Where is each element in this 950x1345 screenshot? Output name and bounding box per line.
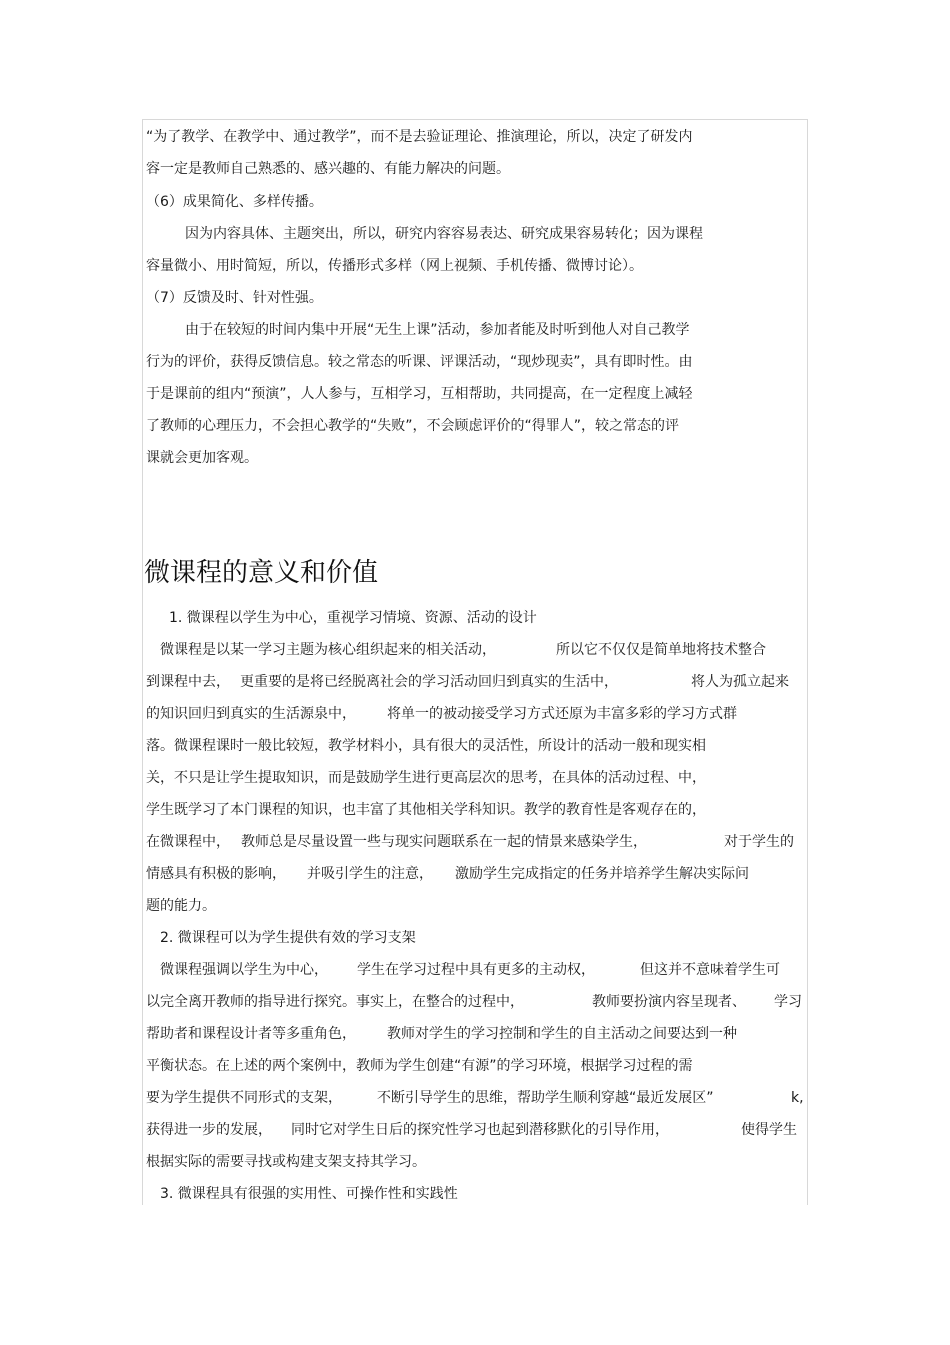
paragraph-line: 微课程强调以学生为中心，	[160, 962, 328, 978]
paragraph-line: 行为的评价，获得反馈信息。较之常态的听课、评课活动，“现炒现卖”，具有即时性。由	[146, 354, 693, 370]
paragraph-line: 因为内容具体、主题突出，所以，研究内容容易表达、研究成果容易转化；因为课程	[185, 226, 703, 242]
paragraph-line: 到课程中去，	[146, 674, 230, 690]
paragraph-line: 使得学生	[741, 1122, 797, 1138]
section-title: 微课程的意义和价值	[144, 558, 379, 588]
paragraph-line: 关，不只是让学生提取知识，而是鼓励学生进行更高层次的思考，在具体的活动过程、中，	[146, 770, 706, 786]
paragraph-line: 激励学生完成指定的任务并培养学生解决实际问	[455, 866, 749, 882]
paragraph-line: 题的能力。	[146, 898, 216, 914]
paragraph-line: 将人为孤立起来	[691, 674, 789, 690]
list-heading-7: （7）反馈及时、针对性强。	[146, 290, 323, 306]
paragraph-line: 容量微小、用时简短，所以，传播形式多样（网上视频、手机传播、微博讨论）。	[146, 258, 643, 274]
paragraph-line: 以完全离开教师的指导进行探究。事实上，在整合的过程中，	[146, 994, 524, 1010]
paragraph-line: 帮助者和课程设计者等多重角色，	[146, 1026, 356, 1042]
paragraph-line: 对于学生的	[724, 834, 794, 850]
paragraph-line: 根据实际的需要寻找或构建支架支持其学习。	[146, 1154, 426, 1170]
paragraph-line: 获得进一步的发展，	[146, 1122, 272, 1138]
paragraph-line: 并吸引学生的注意，	[307, 866, 433, 882]
paragraph-line: 教师总是尽量设置一些与现实问题联系在一起的情景来感染学生，	[241, 834, 647, 850]
paragraph-line: “为了教学、在教学中、通过教学”，而不是去验证理论、推演理论，所以，决定了研发内	[146, 129, 693, 145]
paragraph-line: 教师要扮演内容呈现者、	[592, 994, 746, 1010]
paragraph-line: 将单一的被动接受学习方式还原为丰富多彩的学习方式群	[387, 706, 737, 722]
paragraph-line: 在微课程中，	[146, 834, 230, 850]
paragraph-line: 但这并不意味着学生可	[640, 962, 780, 978]
paragraph-line: 情感具有积极的影响，	[146, 866, 286, 882]
paragraph-line: 所以它不仅仅是简单地将技术整合	[556, 642, 766, 658]
list-heading-6: （6）成果简化、多样传播。	[146, 194, 323, 210]
paragraph-line: 不断引导学生的思维，帮助学生顺利穿越“最近发展区”	[377, 1090, 714, 1106]
paragraph-line: 要为学生提供不同形式的支架，	[146, 1090, 342, 1106]
paragraph-line: 微课程是以某一学习主题为核心组织起来的相关活动，	[160, 642, 496, 658]
paragraph-line: 更重要的是将已经脱离社会的学习活动回归到真实的生活中，	[240, 674, 618, 690]
paragraph-line: 学生既学习了本门课程的知识，也丰富了其他相关学科知识。教学的教育性是客观存在的，	[146, 802, 706, 818]
section-heading-2: 2. 微课程可以为学生提供有效的学习支架	[160, 930, 416, 946]
paragraph-line: 了教师的心理压力，不会担心教学的“失败”，不会顾虑评价的“得罪人”，较之常态的评	[146, 418, 680, 434]
paragraph-line: 于是课前的组内“预演”，人人参与，互相学习，互相帮助，共同提高，在一定程度上减轻	[146, 386, 693, 402]
paragraph-line: 学习	[774, 994, 802, 1010]
section-heading-1: 1. 微课程以学生为中心，重视学习情境、资源、活动的设计	[169, 610, 537, 626]
section-heading-3: 3. 微课程具有很强的实用性、可操作性和实践性	[160, 1186, 458, 1202]
paragraph-line: 平衡状态。在上述的两个案例中，教师为学生创建“有源”的学习环境，根据学习过程的需	[146, 1058, 693, 1074]
paragraph-line: k,	[791, 1090, 804, 1106]
paragraph-line: 课就会更加客观。	[146, 450, 258, 466]
paragraph-line: 由于在较短的时间内集中开展“无生上课”活动，参加者能及时听到他人对自己教学	[185, 322, 690, 338]
paragraph-line: 的知识回归到真实的生活源泉中，	[146, 706, 356, 722]
paragraph-line: 教师对学生的学习控制和学生的自主活动之间要达到一种	[387, 1026, 737, 1042]
paragraph-line: 学生在学习过程中具有更多的主动权，	[357, 962, 595, 978]
paragraph-line: 容一定是教师自己熟悉的、感兴趣的、有能力解决的问题。	[146, 161, 510, 177]
paragraph-line: 落。微课程课时一般比较短，教学材料小，具有很大的灵活性，所设计的活动一般和现实相	[146, 738, 706, 754]
paragraph-line: 同时它对学生日后的探究性学习也起到潜移默化的引导作用，	[291, 1122, 669, 1138]
